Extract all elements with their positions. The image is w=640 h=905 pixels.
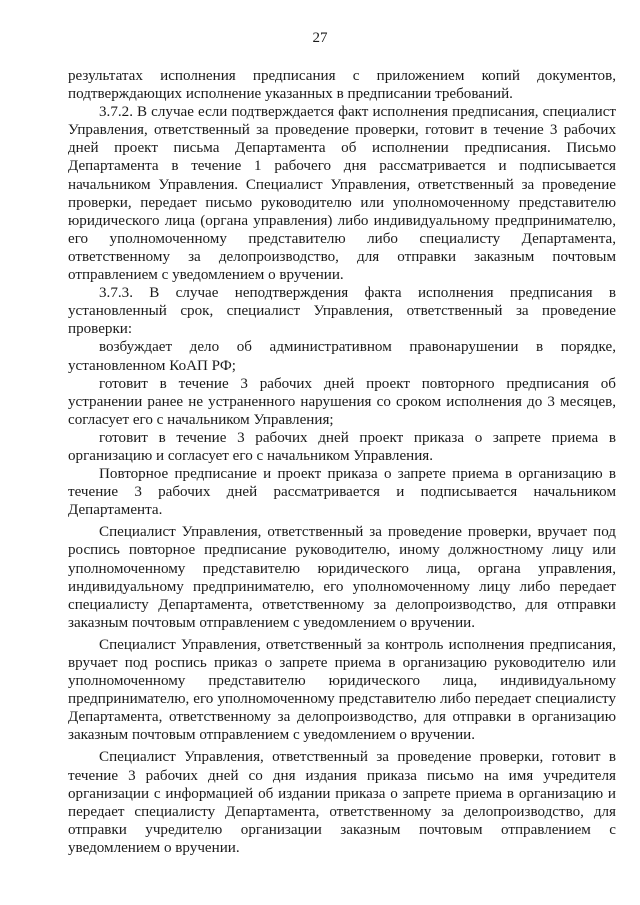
paragraph-ban-order-delivery: Специалист Управления, ответственный за контроль исполнения предписания, вручает под роспись приказ о запрете приема в организацию руководителю или уполномоченному представителю юридического лица, индивидуальному предпринимателю, его уполномоченному представителю либо передает специалисту Департамента, ответственному за делопроизводство, для отправки в организацию заказным почтовым отправлением с уведомлением о вручении. bbox=[68, 636, 616, 744]
list-item-initiates-case: возбуждает дело об административном правонарушении в порядке, установленном КоАП РФ; bbox=[68, 339, 616, 374]
list-item-ban-order: готовит в течение 3 рабочих дней проект приказа о запрете приема в организацию и согласует его с начальником Управления. bbox=[68, 429, 616, 464]
paragraph-3-7-2: 3.7.2. В случае если подтверждается факт исполнения предписания, специалист Управления, ответственный за проведение проверки, готовит в течение 3 рабочих дней проект письма Департамента об исполнении предписания. Письмо Департамента в течение 1 рабочего дня рассматривается и подписывается начальником Управления. Специалист Управления, ответственный за проведение проверки, передает письмо руководителю или уполномоченному представителю юридического лица (органа управления) либо индивидуальному предпринимателю, его уполномоченному представителю либо специалисту Департамента, ответственному за делопроизводство, для отправки заказным почтовым отправлением с уведомлением о вручении. bbox=[68, 104, 616, 284]
paragraph-repeat-order-review: Повторное предписание и проект приказа о запрете приема в организацию в течение 3 рабочих дней рассматривается и подписывается начальником Департамента. bbox=[68, 466, 616, 519]
list-item-repeat-order: готовит в течение 3 рабочих дней проект повторного предписания об устранении ранее не устраненного нарушения со сроком исполнения до 3 месяцев, согласует его с начальником Управления; bbox=[68, 375, 616, 428]
page-number: 27 bbox=[312, 30, 328, 46]
paragraph-continuation: результатах исполнения предписания с приложением копий документов, подтверждающих исполнение указанных в предписании требований. bbox=[68, 68, 616, 103]
paragraph-repeat-order-delivery: Специалист Управления, ответственный за проведение проверки, вручает под роспись повторное предписание руководителю, иному должностному лицу или уполномоченному представителю юридического лица, органа управления, индивидуальному предпринимателю, его уполномоченному лицу либо передает специалисту Департамента, ответственному за делопроизводство, для отправки заказным почтовым отправлением с уведомлением о вручении. bbox=[68, 524, 616, 631]
paragraph-3-7-3: 3.7.3. В случае неподтверждения факта исполнения предписания в установленный срок, специалист Управления, ответственный за проведение проверки: bbox=[68, 285, 616, 338]
paragraph-founder-letter: Специалист Управления, ответственный за проведение проверки, готовит в течение 3 рабочих дней со дня издания приказа письмо на имя учредителя организации с информацией об издании приказа о запрете приема в организацию и передает специалисту Департамента, ответственному за делопроизводство, для отправки учредителю организации заказным почтовым отправлением с уведомлением о вручении. bbox=[68, 749, 616, 856]
document-body bbox=[68, 67, 616, 857]
